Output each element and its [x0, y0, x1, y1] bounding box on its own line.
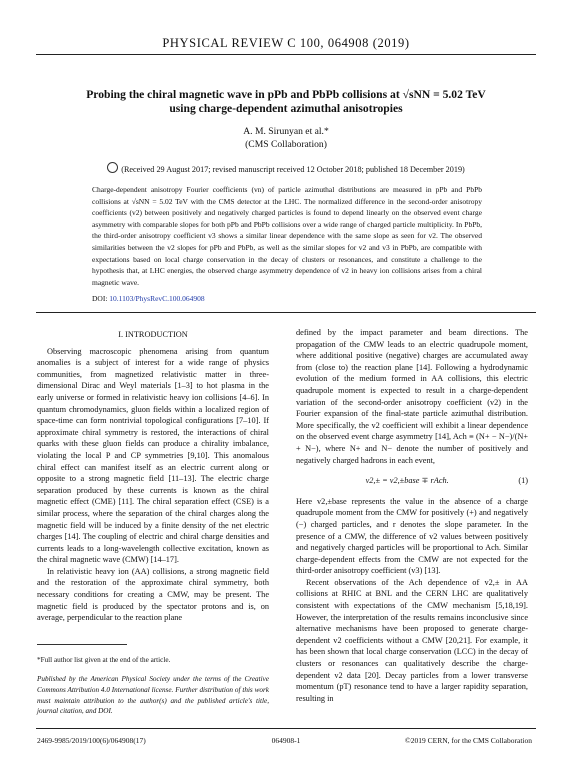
page-number: 064908-1 [271, 736, 301, 745]
footer-rule [36, 728, 536, 729]
article-title [40, 88, 532, 116]
right-paragraph-3: Recent observations of the Ach dependence of v2,± in AA collisions at RHIC at BNL and the CERN LHC are qualitatively consistent with expectations of the CMW mechanism [5,18,19]. However, the interpretation of the results remains inconclusive since alternative mechanisms have been proposed to generate charge-dependent v2 coefficients without a CMW [20,21]. For example, it has been shown that local charge conservation (LCC) in the decay of clusters or resonances can qualitatively describe the charge-dependent v2 data [20]. Decay particles from a lower transverse momentum (pT) resonance tend to have a larger rapidity separation, resulting in [296, 577, 528, 703]
title-line-2: using charge-dependent azimuthal anisotropies [169, 102, 403, 115]
copyright: ©2019 CERN, for the CMS Collaboration [405, 736, 532, 745]
footnote-rule [37, 644, 127, 645]
equation-number: (1) [518, 476, 528, 486]
equation-body: v2,± = v2,±base ∓ rAch. [365, 476, 449, 486]
left-column [37, 327, 269, 624]
received-text: (Received 29 August 2017; revised manuscript received 12 October 2018; published 18 December 2019) [121, 165, 465, 174]
doi-label: DOI: [92, 294, 108, 303]
author-list[interactable]: A. M. Sirunyan et al.* [243, 126, 329, 137]
right-paragraph-1: defined by the impact parameter and beam directions. The propagation of the CMW leads to an electric quadrupole moment, where additional positive (negative) charges are accumulated away from (close to) the reaction plane [14]. Following a hydrodynamic evolution of the medium formed in AA collisions, this electric quadrupole moment is expected to result in a charge-dependent variation of the second-order anisotropy coefficient (v2) in the Fourier expansion of the final-state particle azimuthal distribution. More specifically, the v2 coefficient will exhibit a linear dependence on the observed event charge asymmetry [14], Ach ≡ (N+ − N−)/(N+ + N−), where N+ and N− denote the number of positively and negatively charged hadrons in each event, [296, 328, 528, 465]
equation-1 [296, 475, 528, 487]
intro-paragraph-1: Observing macroscopic phenomena arising from quantum anomalies is a subject of interest for a wide range of physics communities, from magnetized relativistic matter in three-dimensional Dirac and Weyl materials [1–3] to hot plasma in the early universe or formed in relativistic heavy ion collisions [4–6]. In quantum chromodynamics, gluon fields within a localized region of space-time can form nontrivial topological configurations [7–10]. If approximate chiral symmetry is restored, the interactions of chiral quarks with these gluon fields can produce a chirality imbalance, violating the local P and CP symmetries [9,10]. This anomalous chiral effect can manifest itself as an electric current along or opposite to a strong magnetic field [11–13]. The electric charge separation produced by these currents is known as the chiral magnetic effect (CME) [11]. The chiral separation effect (CSE) is a similar process, where the separation of the chiral charges along the magnetic field will be induced by a finite density of the net electric charges [14]. The coupling of electric and chiral charge densities and currents leads to a long-wavelength collective excitation, known as the chiral magnetic wave (CMW) [14–17]. [37, 346, 269, 565]
author-footnote: *Full author list given at the end of the article. [37, 656, 171, 664]
intro-paragraph-2: In relativistic heavy ion (AA) collisions, a strong magnetic field and the restoration of the approximate chiral symmetry, both necessary conditions for creating a CMW, may be present. The magnetic field is produced by the spectator protons and is, on average, perpendicular to the reaction plane [37, 566, 269, 623]
doi-line [92, 294, 205, 303]
collaboration: (CMS Collaboration) [245, 139, 327, 150]
doi-link[interactable]: 10.1103/PhysRevC.100.064908 [109, 294, 205, 303]
license-notice: Published by the American Physical Society under the terms of the Creative Commons Attribution 4.0 International license. Further distribution of this work must maintain attribution to the author(s) and the published article's title, journal citation, and DOI. [37, 675, 269, 716]
header-rule [36, 54, 536, 55]
right-column [296, 327, 528, 704]
section-heading: I. INTRODUCTION [118, 330, 188, 339]
title-line-1: Probing the chiral magnetic wave in pPb and PbPb collisions at √sNN = 5.02 TeV [86, 88, 486, 101]
footer-issn: 2469-9985/2019/100(6)/064908(17) [37, 736, 146, 745]
abstract-rule [36, 312, 536, 313]
open-access-icon [107, 162, 118, 173]
right-paragraph-2: Here v2,±base represents the value in the absence of a charge quadrupole moment from the CMW for positively (+) and negatively (−) charged particles, and r denotes the slope parameter. In the presence of a CMW, the difference of v2 values between positively and negatively charged particles will be proportional to Ach. Similar charge-dependent effects from the CMW are not expected for the third-order anisotropy coefficient (v3) [13]. [296, 496, 528, 576]
journal-header: PHYSICAL REVIEW C 100, 064908 (2019) [162, 36, 410, 50]
received-dates [40, 162, 532, 174]
abstract: Charge-dependent anisotropy Fourier coefficients (vn) of particle azimuthal distributions are measured in pPb and PbPb collisions at √sNN = 5.02 TeV with the CMS detector at the LHC. The normalized difference in the second-order anisotropy coefficients (v2) between positively and negatively charged particles is found to depend linearly on the observed event charge asymmetry with comparable slopes for both pPb and PbPb collisions over a wide range of charged particle multiplicity. In PbPb, the third-order anisotropy coefficient v3 shows a similar linear dependence with the same slope as seen for v2. The observed similarities between the v2 slopes for pPb and PbPb, as well as the similar slopes for v2 and v3 in PbPb, are compatible with expectations based on local charge conservation in the decay of clusters or resonances, and constitute a challenge to the hypothesis that, at LHC energies, the observed charge asymmetry dependence of v2 in heavy ion collisions arises from a chiral magnetic wave. [92, 185, 482, 287]
